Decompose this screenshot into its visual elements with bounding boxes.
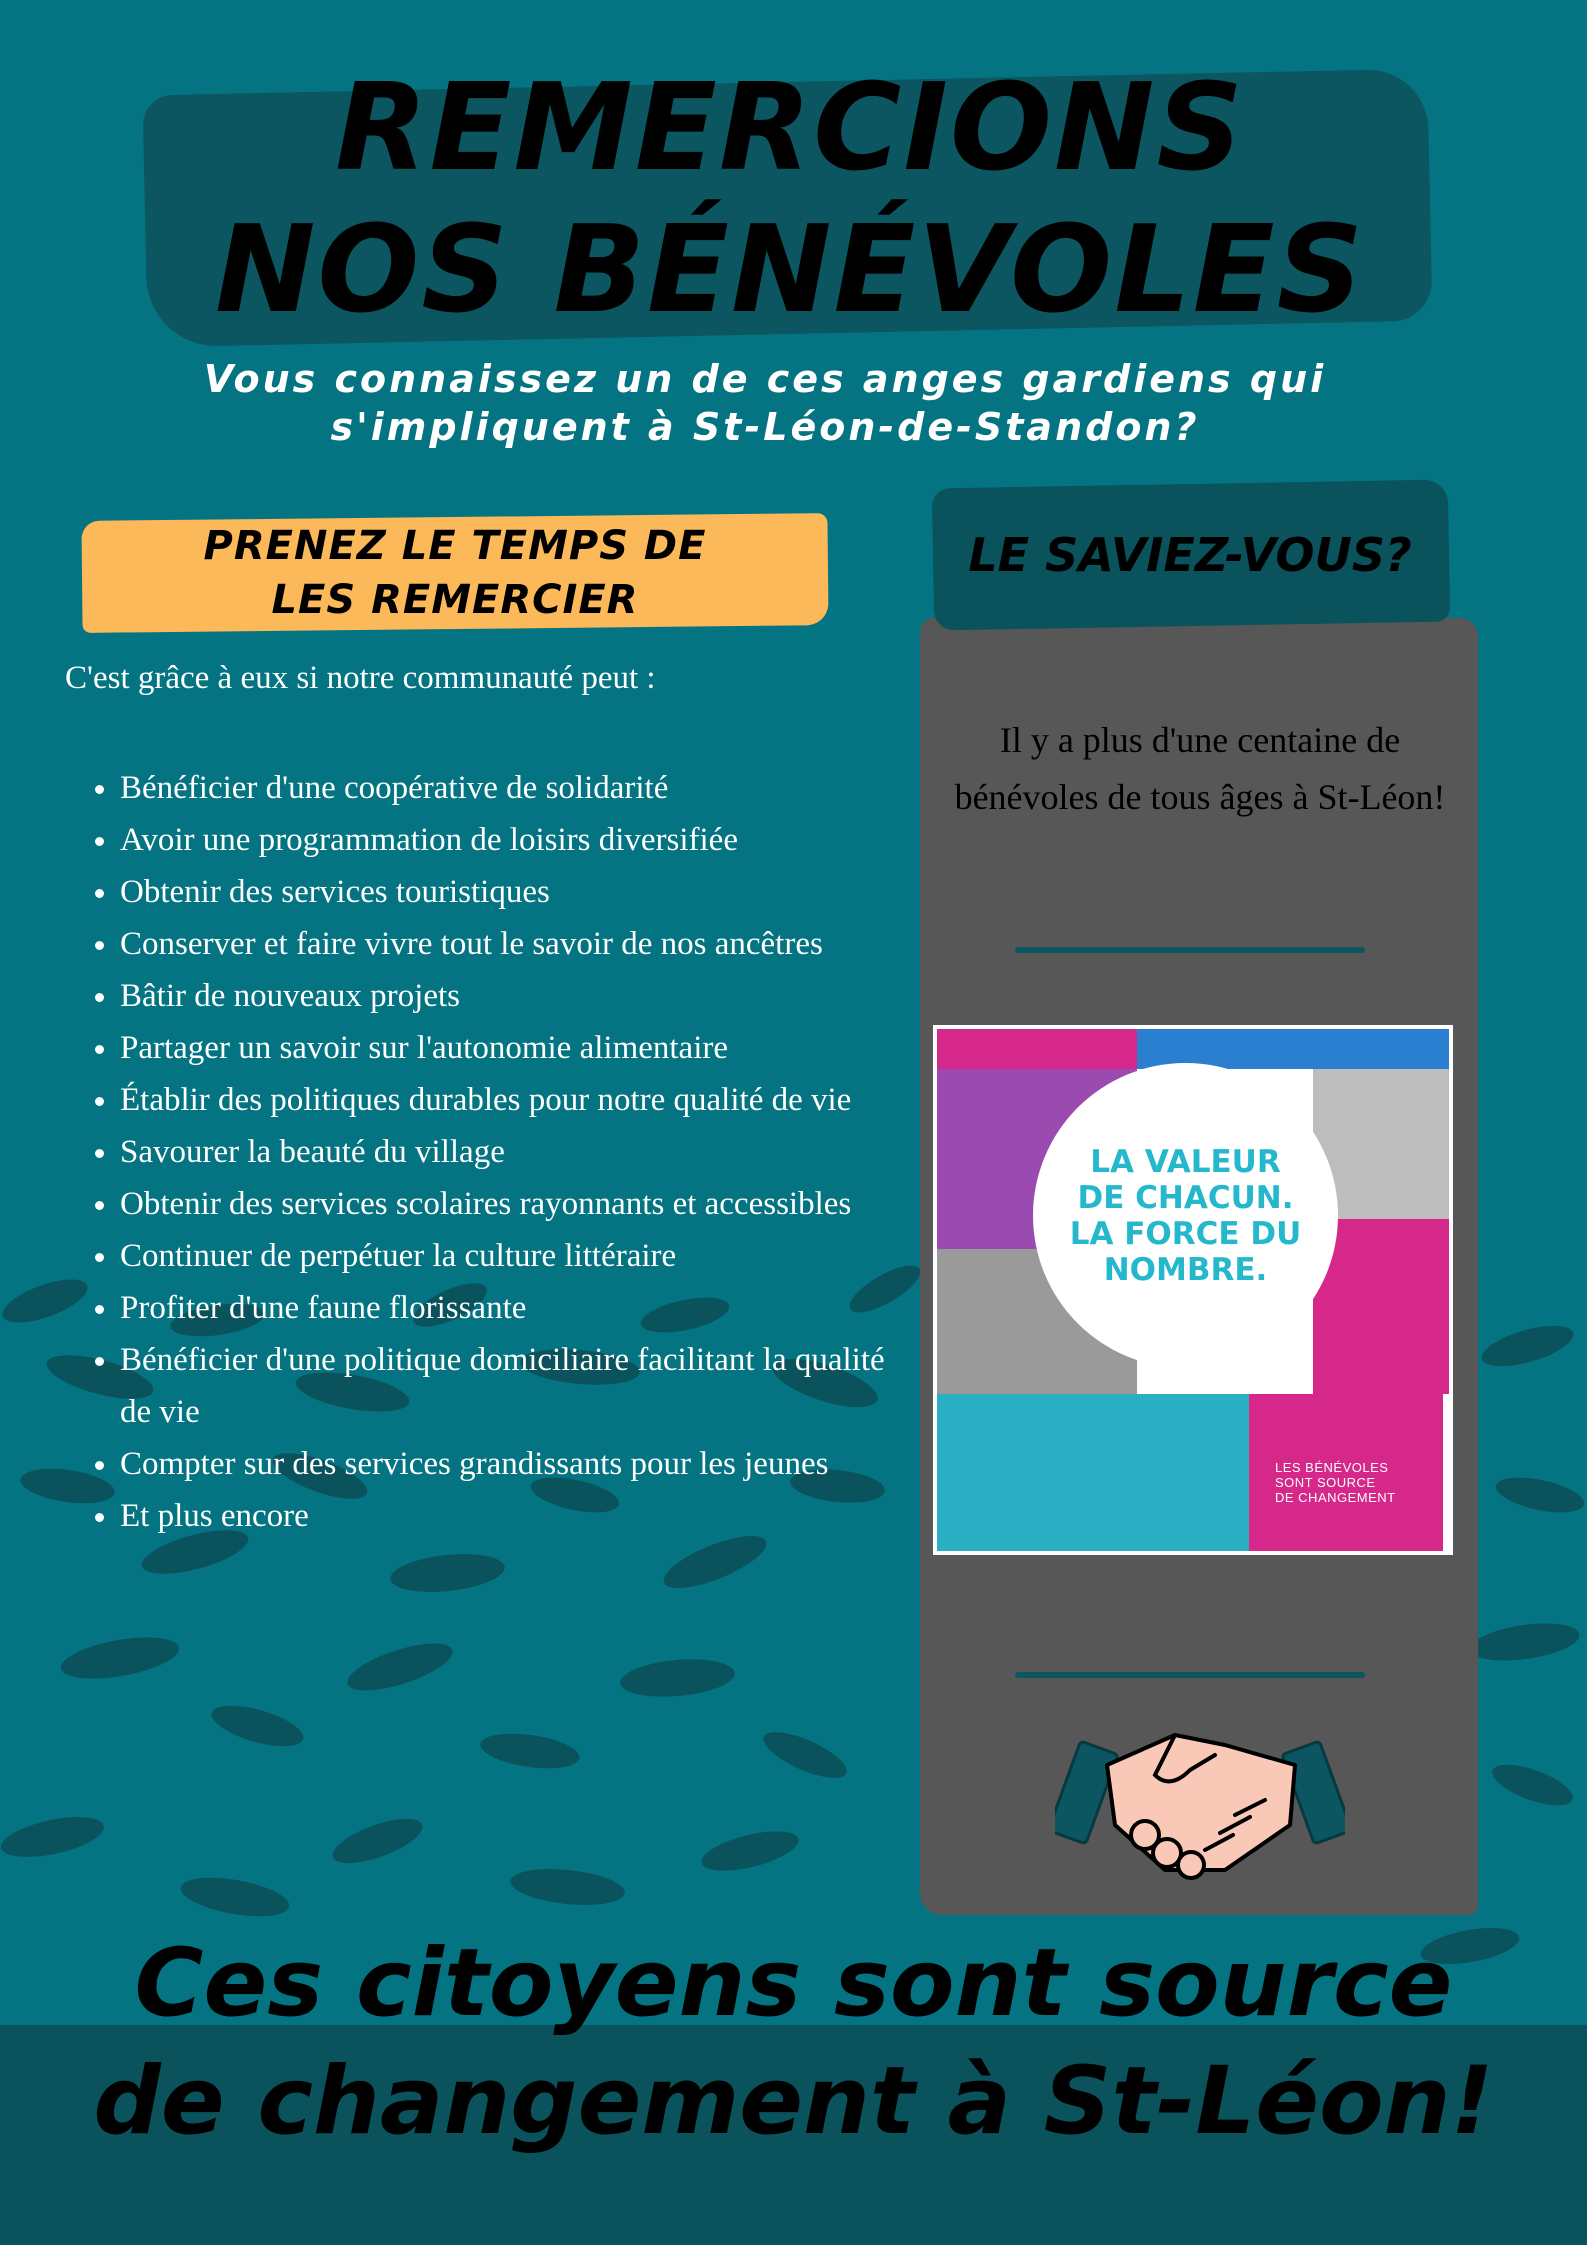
- subtitle: [120, 355, 1410, 451]
- handshake-icon: [1055, 1705, 1345, 1885]
- list-item: • Savourer la beauté du village: [120, 1126, 905, 1178]
- intro-text: C'est grâce à eux si notre communauté peut :: [65, 660, 656, 696]
- page-title: [120, 58, 1460, 342]
- divider-bottom: [1015, 1672, 1365, 1678]
- list-item: • Partager un savoir sur l'autonomie alimentaire: [120, 1022, 905, 1074]
- title-line-2: NOS BÉNÉVOLES: [214, 201, 1366, 340]
- subtitle-line-2: s'impliquent à St-Léon-de-Standon?: [330, 405, 1200, 449]
- section-label-line-2: LES REMERCIER: [271, 577, 639, 623]
- list-item: • Compter sur des services grandissants pour les jeunes: [120, 1438, 905, 1490]
- footer-line-2: de changement à St-Léon!: [93, 2047, 1494, 2156]
- list-item: • Bénéficier d'une coopérative de solidarité: [120, 762, 905, 814]
- subtitle-line-1: Vous connaissez un de ces anges gardiens qui: [203, 357, 1327, 401]
- volunteer-poster-image: [933, 1025, 1453, 1555]
- list-item: • Obtenir des services scolaires rayonnants et accessibles: [120, 1178, 905, 1230]
- list-item: • Bâtir de nouveaux projets: [120, 970, 905, 1022]
- section-label: [82, 517, 828, 629]
- poster-slogan-circle: [1033, 1063, 1338, 1368]
- list-item: • Bénéficier d'une politique domiciliaire facilitant la qualité de vie: [120, 1334, 905, 1438]
- footer-headline: [40, 1925, 1547, 2161]
- title-line-1: REMERCIONS: [335, 59, 1245, 198]
- footer-line-1: Ces citoyens sont source: [134, 1929, 1453, 2038]
- fact-text: Il y a plus d'une centaine de bénévoles de tous âges à St-Léon!: [954, 720, 1446, 817]
- list-item: • Profiter d'une faune florissante: [120, 1282, 905, 1334]
- panel-heading: LE SAVIEZ-VOUS?: [968, 528, 1412, 582]
- list-item: • Conserver et faire vivre tout le savoir de nos ancêtres: [120, 918, 905, 970]
- list-item: • Et plus encore: [120, 1490, 905, 1542]
- list-item: • Établir des politiques durables pour notre qualité de vie: [120, 1074, 905, 1126]
- divider-top: [1015, 947, 1365, 953]
- poster-caption: LES BÉNÉVOLES SONT SOURCE DE CHANGEMENT: [1275, 1460, 1396, 1505]
- section-label-line-1: PRENEZ LE TEMPS DE: [203, 523, 707, 569]
- list-item: • Continuer de perpétuer la culture littéraire: [120, 1230, 905, 1282]
- benefits-list: [65, 762, 905, 1542]
- list-item: • Avoir une programmation de loisirs diversifiée: [120, 814, 905, 866]
- poster-slogan: LA VALEUR DE CHACUN. LA FORCE DU NOMBRE.: [1069, 1143, 1302, 1288]
- list-item: • Obtenir des services touristiques: [120, 866, 905, 918]
